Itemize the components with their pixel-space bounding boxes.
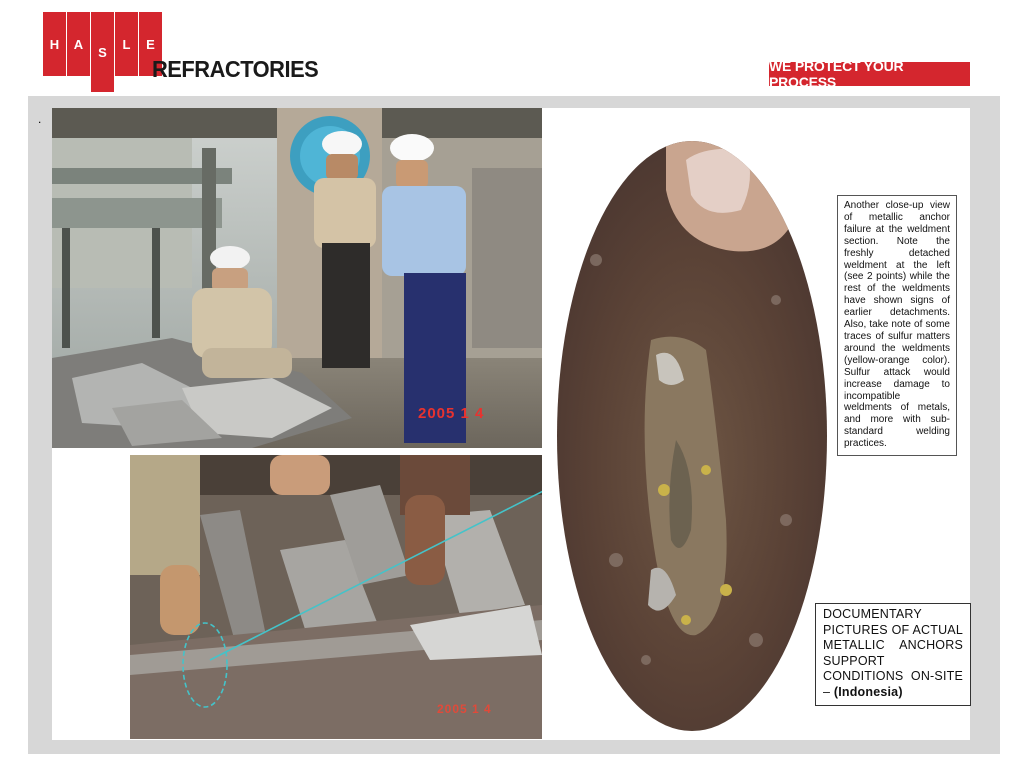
closeup-explanation-note: Another close-up view of metallic anchor failure at the weldment section. Note the freshly detached weldment at the left (see 2 points) while the rest of the weldments have shown signs of earlier detachments. Also, take note of some traces of sulfur matters around the weldments (yellow-orange color). Sulfur attack would increase damage to incompatible weldments of metals, and more with sub-standard welding practices.	[837, 195, 957, 456]
date-stamp-top: 2005 1 4	[418, 405, 485, 422]
photo-workers-inspection	[52, 108, 542, 448]
logo-tile-s: S	[91, 12, 114, 92]
brand-name: REFRACTORIES	[152, 56, 319, 82]
hasle-logo	[43, 12, 318, 92]
documentary-caption-location: (Indonesia)	[833, 684, 903, 699]
tagline-banner: WE PROTECT YOUR PROCESS	[769, 62, 970, 86]
documentary-caption-text: DOCUMENTARY PICTURES OF ACTUAL METALLIC ANCHORS SUPPORT CONDITIONS ON-SITE –	[823, 607, 963, 699]
logo-tile-l: L	[115, 12, 138, 76]
logo-tile-e: E	[139, 12, 162, 76]
closeup-weldment-oval	[556, 140, 828, 732]
photo-weldment-pointing	[130, 455, 542, 739]
logo-tile-a: A	[67, 12, 90, 76]
logo-tile-h: H	[43, 12, 66, 76]
date-stamp-bottom: 2005 1 4	[437, 702, 492, 716]
documentary-caption-box	[815, 603, 971, 706]
bullet-mark: .	[38, 112, 42, 126]
